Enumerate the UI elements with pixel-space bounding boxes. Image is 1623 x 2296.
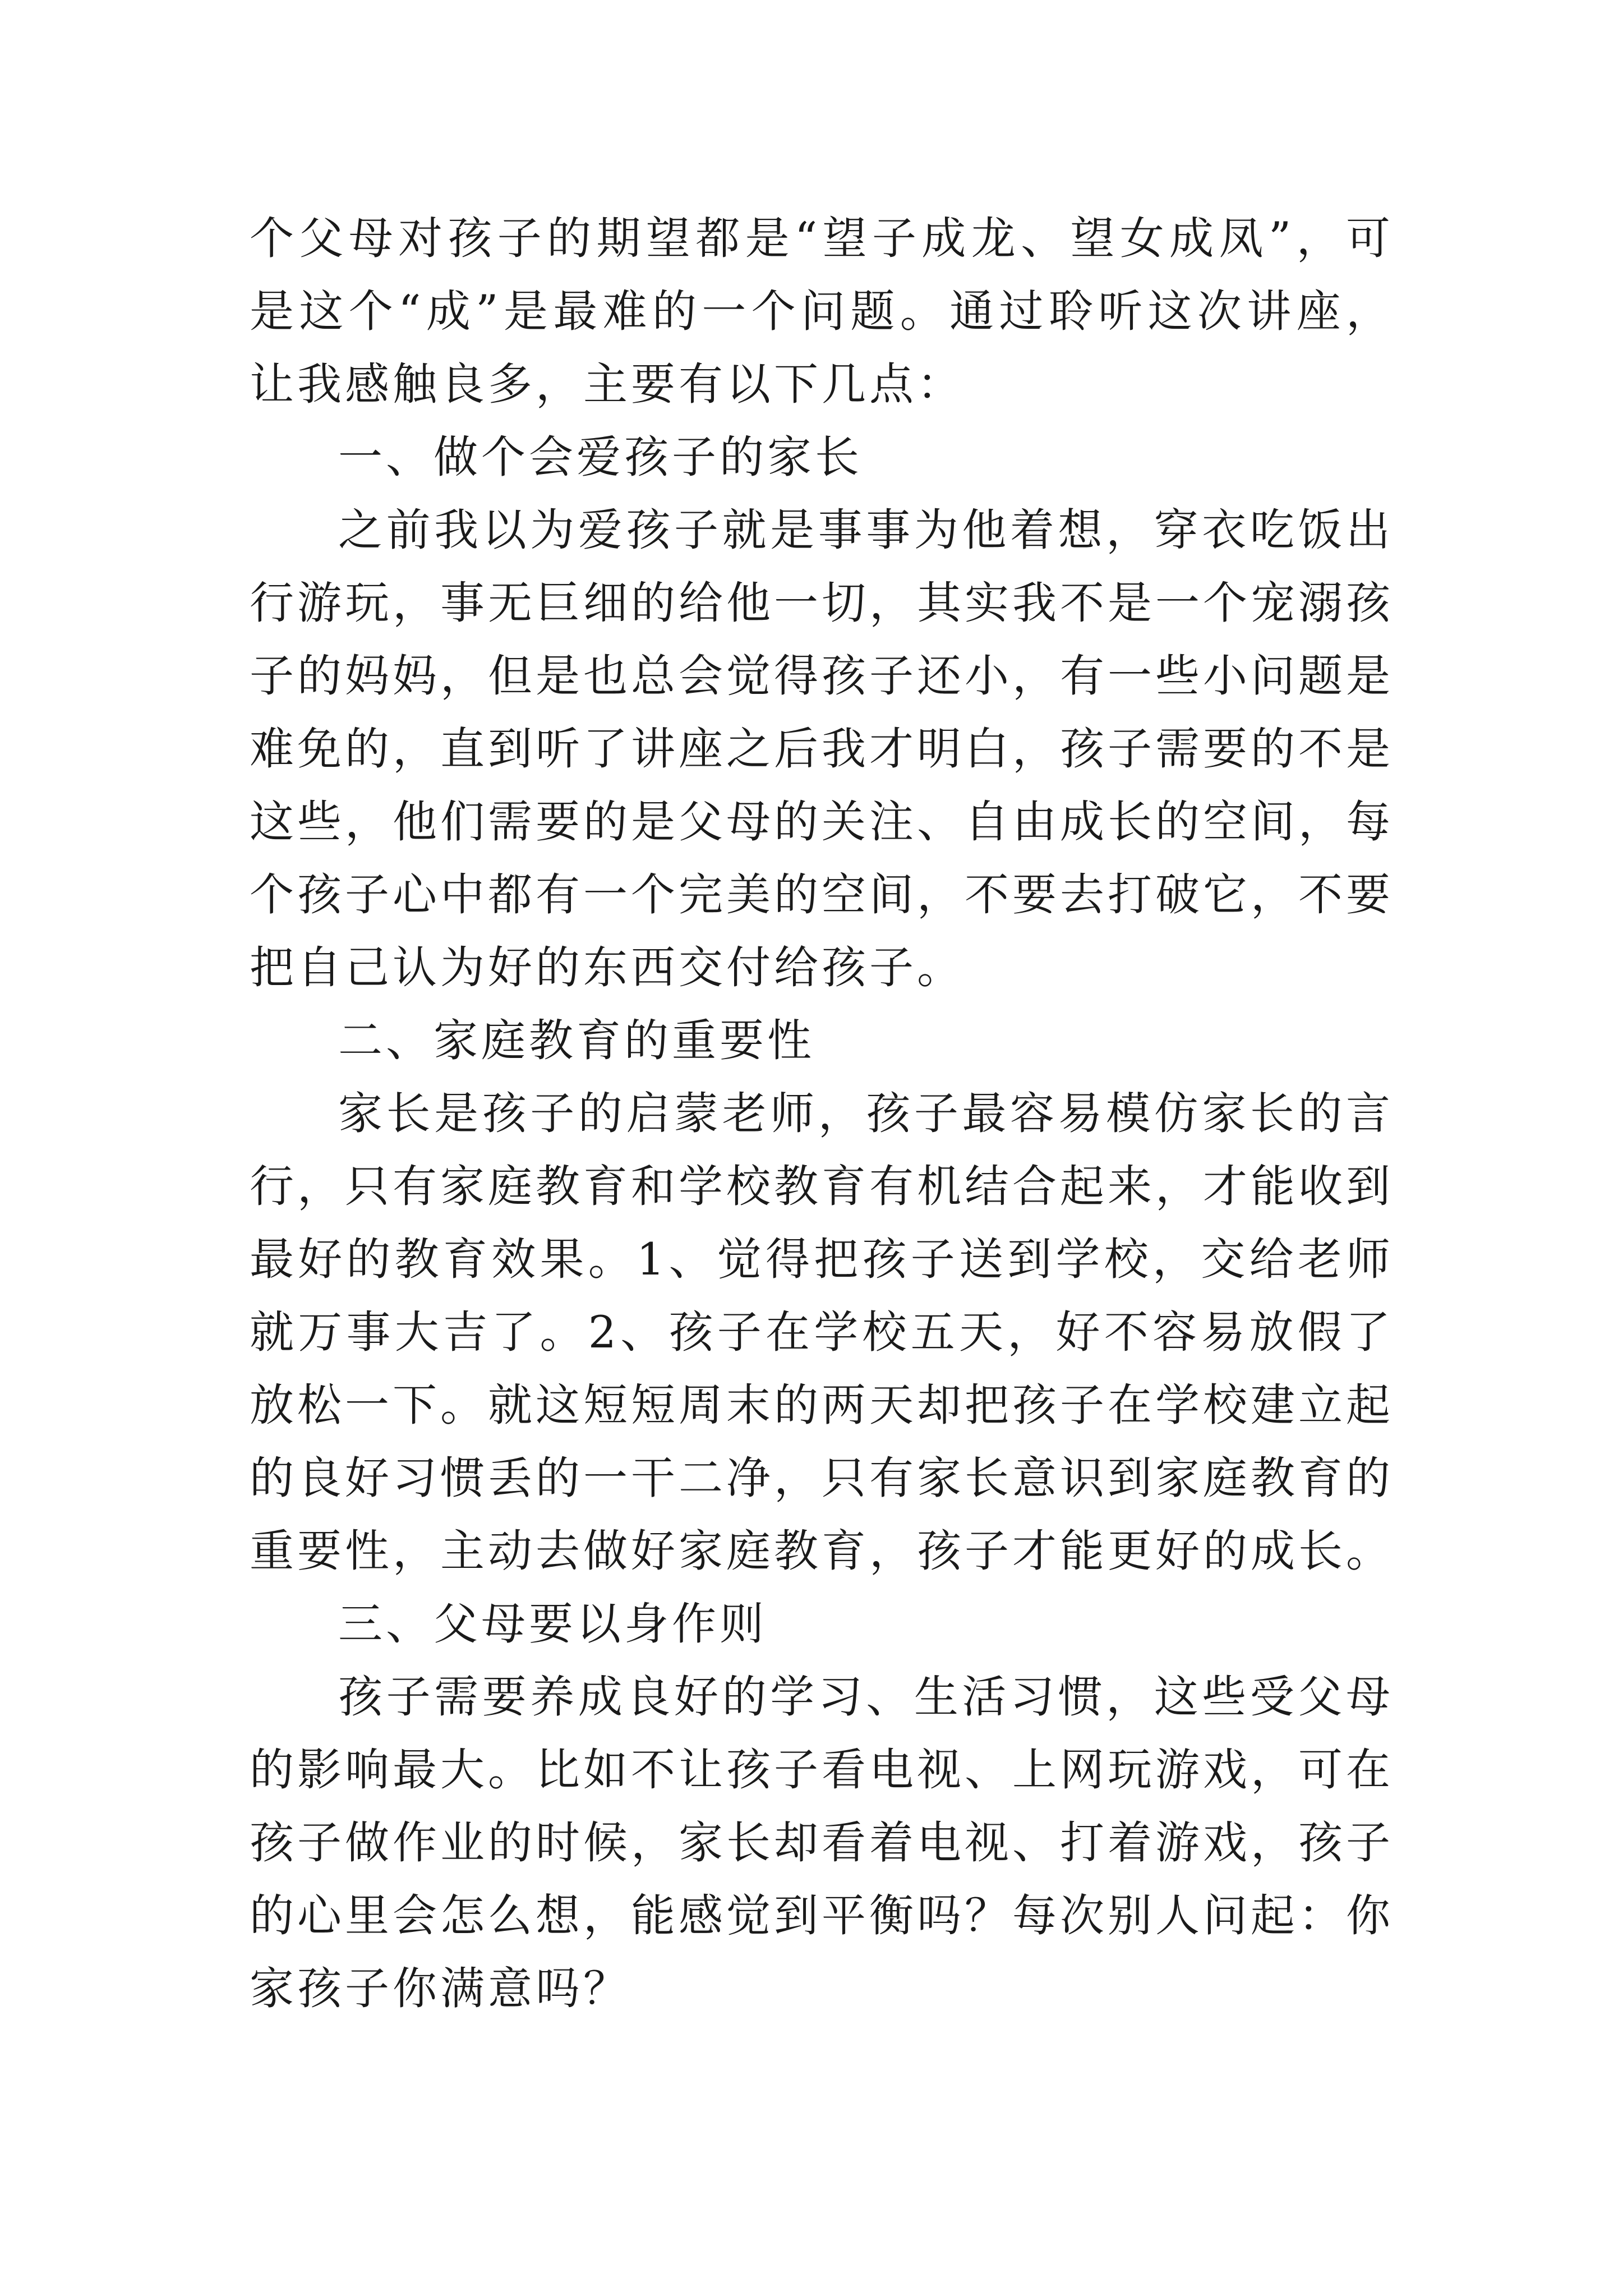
- section-heading-3: 三、父母要以身作则: [338, 1598, 767, 1650]
- paragraph-section-1: 之前我以为爱孩子就是事事为他着想，穿衣吃饭出行游玩，事无巨细的给他一切，其实我不是一个宠溺孩子的妈妈，但是也总会觉得孩子还小，有一些小问题是难免的，直到听了讲座之后我才明白，孩子需要的不是这些，他们需要的是父母的关注、自由成长的空间，每个孩子心中都有一个完美的空间，不要去打破它，不要把自己认为好的东西交付给孩子。: [250, 504, 1394, 993]
- paragraph-section-3: 孩子需要养成良好的学习、生活习惯，这些受父母的影响最大。比如不让孩子看电视、上网玩游戏，可在孩子做作业的时候，家长却看着电视、打着游戏，孩子的心里会怎么想，能感觉到平衡吗？每次别人问起：你家孩子你满意吗？: [250, 1671, 1394, 2014]
- paragraph-section-2: 家长是孩子的启蒙老师，孩子最容易模仿家长的言行，只有家庭教育和学校教育有机结合起来，才能收到最好的教育效果。1、觉得把孩子送到学校，交给老师就万事大吉了。2、孩子在学校五天，好不容易放假了放松一下。就这短短周末的两天却把孩子在学校建立起的良好习惯丢的一干二净，只有家长意识到家庭教育的重要性，主动去做好家庭教育，孩子才能更好的成长。: [250, 1088, 1394, 1577]
- section-heading-1: 一、做个会爱孩子的家长: [338, 431, 863, 483]
- section-heading-2: 二、家庭教育的重要性: [338, 1015, 815, 1066]
- paragraph-intro: 个父母对孩子的期望都是“望子成龙、望女成凤”，可是这个“成”是最难的一个问题。通过聆听这次讲座，让我感触良多，主要有以下几点：: [250, 213, 1394, 410]
- document-body: [250, 202, 1394, 2025]
